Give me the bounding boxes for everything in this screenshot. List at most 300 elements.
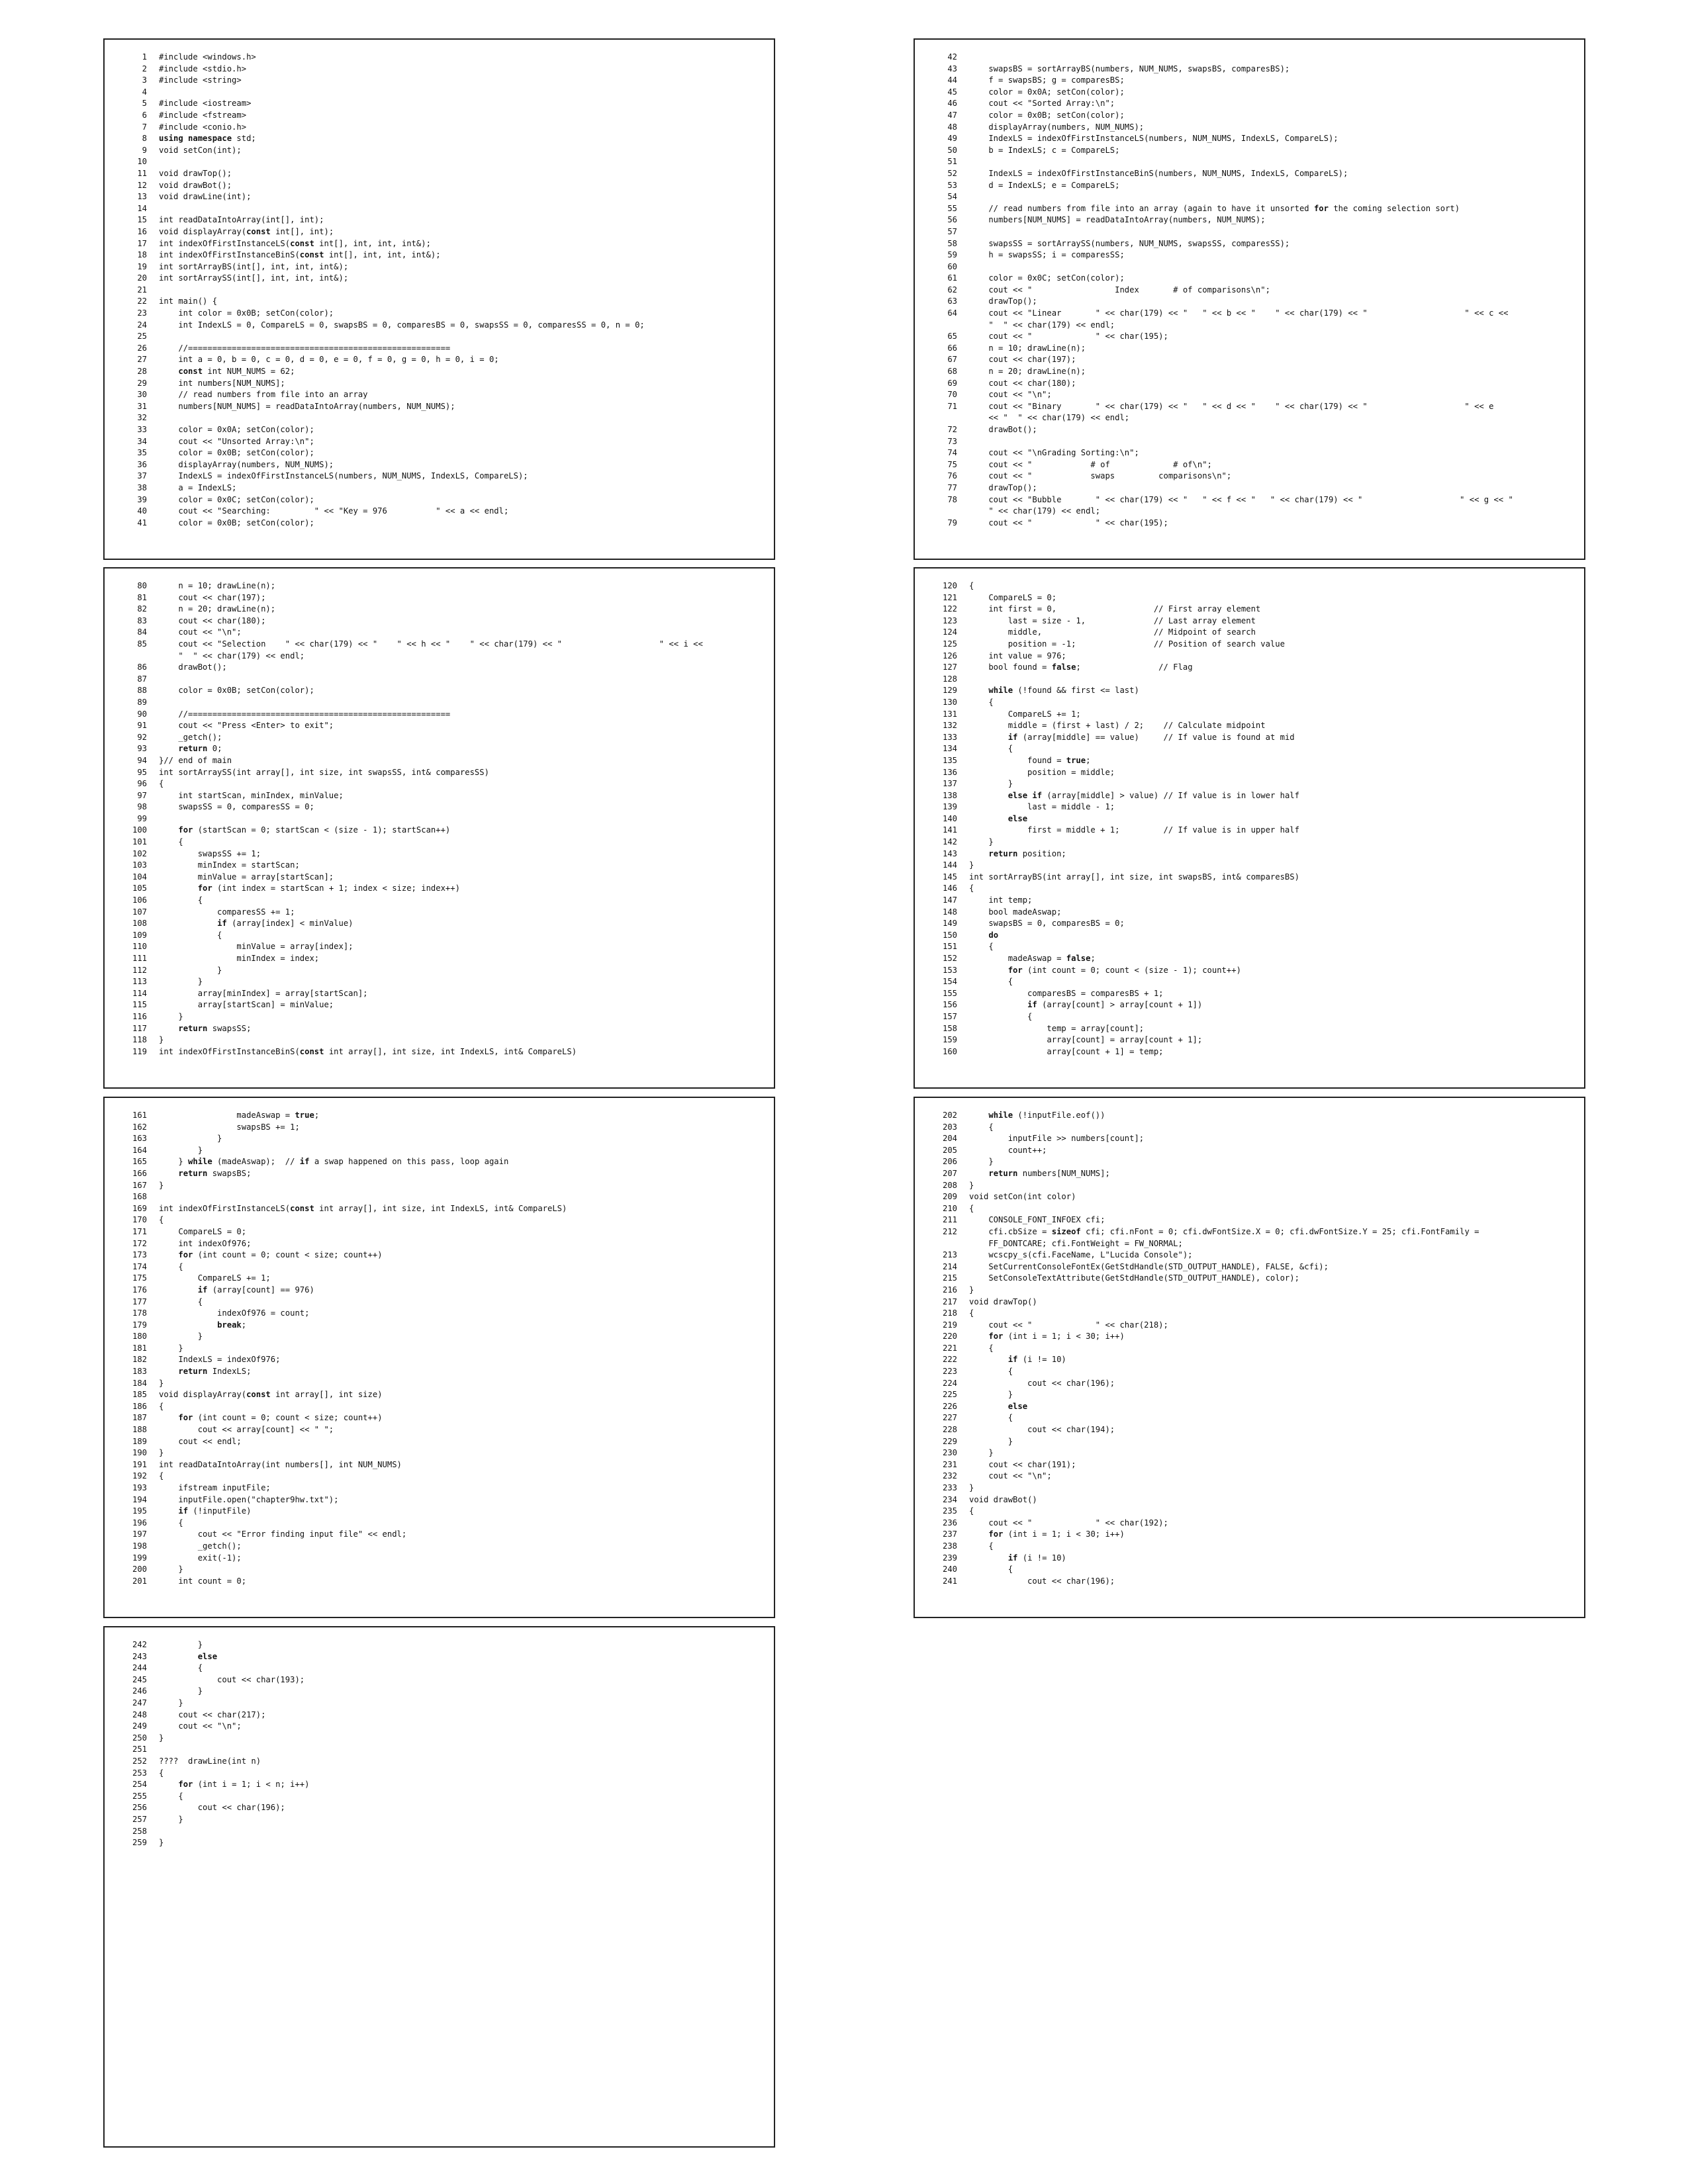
line-code: " " << char(179) << endl; [969, 320, 1115, 330]
line-code: if (array[index] < minValue) [217, 919, 353, 929]
line-number: 192 [132, 1471, 147, 1481]
line-number: 46 [947, 99, 957, 109]
line-number [915, 1238, 969, 1250]
line-number: 37 [137, 471, 147, 481]
line-code: } [969, 837, 994, 847]
code-line [105, 767, 774, 779]
line-code: cout << "\n"; [159, 1721, 242, 1731]
line-number: 128 [942, 674, 957, 684]
line-code: minIndex = index; [159, 954, 320, 963]
code-line [105, 308, 774, 320]
code-line [105, 1424, 774, 1436]
code-line [915, 778, 1584, 790]
line-code: { [159, 1215, 164, 1225]
line-code [969, 156, 1584, 168]
line-code: IndexLS = indexOfFirstInstanceBinS(numbers, NUM_NUMS, IndexLS, CompareLS); [969, 168, 1348, 178]
line-number: 177 [132, 1297, 147, 1306]
line-number: 80 [137, 581, 147, 590]
line-number: 121 [942, 592, 957, 602]
line-number: 42 [947, 52, 957, 62]
code-line [915, 1331, 1584, 1343]
line-code: color = 0x0B; setCon(color); [159, 448, 314, 458]
code-line [105, 1436, 774, 1448]
line-number: 213 [942, 1250, 957, 1260]
line-number: 87 [137, 674, 147, 684]
line-code: color = 0x0B; setCon(color); [159, 686, 314, 696]
line-number: 36 [137, 459, 147, 469]
line-code: void setCon(int color) [969, 1192, 1076, 1202]
code-panel-6 [914, 1097, 1585, 1618]
line-number: 163 [132, 1134, 147, 1144]
code-line [105, 180, 774, 192]
line-code: cout << char(197); [159, 592, 266, 602]
line-number: 185 [132, 1390, 147, 1400]
code-line [105, 1168, 774, 1180]
line-number: 161 [132, 1111, 147, 1120]
line-code: for (startScan = 0; startScan < (size - 1); startScan++) [178, 825, 451, 835]
code-line [105, 1459, 774, 1471]
line-number: 144 [942, 860, 957, 870]
line-number: 212 [942, 1226, 957, 1236]
line-code: } [159, 1134, 222, 1144]
code-line [915, 459, 1584, 471]
line-number: 11 [137, 168, 147, 178]
code-line [915, 214, 1584, 226]
code-line [915, 424, 1584, 436]
code-line [915, 1541, 1584, 1553]
line-code: // read numbers from file into an array (again to have it unsorted for the coming selection sort) [969, 203, 1460, 213]
line-code: cout << char(196); [969, 1378, 1115, 1388]
line-number: 44 [947, 75, 957, 85]
code-line [105, 1791, 774, 1803]
line-code [159, 1826, 774, 1838]
line-code: { [159, 1791, 183, 1801]
line-number: 61 [947, 273, 957, 283]
line-number: 78 [947, 494, 957, 504]
line-number: 143 [942, 848, 957, 858]
code-line [915, 331, 1584, 343]
code-line [105, 52, 774, 64]
line-code: int sortArrayBS(int array[], int size, int swapsBS, int& comparesBS) [969, 872, 1299, 882]
code-line [105, 1378, 774, 1390]
code-line [105, 436, 774, 448]
line-number: 56 [947, 215, 957, 225]
line-code: #include <fstream> [159, 110, 247, 120]
line-number: 175 [132, 1273, 147, 1283]
line-code: SetConsoleTextAttribute(GetStdHandle(STD_OUTPUT_HANDLE), color); [969, 1273, 1299, 1283]
line-code: if (!inputFile) [178, 1506, 252, 1516]
line-code: { [159, 1471, 164, 1481]
line-code: { [969, 977, 1013, 987]
line-number: 96 [137, 779, 147, 789]
line-number: 108 [132, 919, 147, 929]
line-code: return 0; [178, 744, 222, 754]
line-number: 222 [942, 1355, 957, 1365]
line-number: 182 [132, 1355, 147, 1365]
line-code: } while (madeAswap); // if a swap happened on this pass, loop again [159, 1157, 509, 1167]
code-line [105, 1308, 774, 1320]
line-number: 2 [142, 64, 147, 73]
line-code: ifstream inputFile; [159, 1483, 271, 1492]
line-code: array[count] = array[count + 1]; [969, 1035, 1203, 1045]
code-line [915, 988, 1584, 1000]
line-number: 178 [132, 1308, 147, 1318]
code-line [105, 1744, 774, 1756]
code-line [915, 1308, 1584, 1320]
line-number: 227 [942, 1413, 957, 1423]
line-number: 170 [132, 1215, 147, 1225]
line-code [159, 331, 774, 343]
line-code: cout << "Linear " << char(179) << " " << b << " " << char(179) << " " << c << [969, 308, 1509, 318]
line-number: 168 [132, 1192, 147, 1202]
line-code: color = 0x0A; setCon(color); [159, 425, 314, 434]
code-line [105, 191, 774, 203]
line-number: 122 [942, 604, 957, 614]
line-code: else [197, 1651, 218, 1661]
code-line [105, 238, 774, 250]
line-code: cout << "Unsorted Array:\n"; [159, 436, 314, 446]
code-line [105, 1389, 774, 1401]
line-code: } [159, 1838, 164, 1848]
line-code: void drawBot(); [159, 180, 232, 190]
line-number: 58 [947, 238, 957, 248]
line-code: if (array[count] > array[count + 1]) [1027, 1000, 1203, 1010]
code-line [915, 98, 1584, 110]
line-number: 196 [132, 1518, 147, 1527]
line-code: int sortArraySS(int array[], int size, int swapsSS, int& comparesSS) [159, 767, 489, 777]
code-line [915, 941, 1584, 953]
line-code: cfi.cbSize = sizeof cfi; cfi.nFont = 0; cfi.dwFontSize.X = 0; cfi.dwFontSize.Y = 25; cfi.FontFamily = [969, 1226, 1479, 1236]
line-number: 120 [942, 581, 957, 590]
code-line [105, 366, 774, 378]
line-number: 183 [132, 1367, 147, 1377]
line-code: } [159, 1448, 164, 1458]
code-line [105, 320, 774, 332]
line-number: 191 [132, 1459, 147, 1469]
line-code: int main() { [159, 296, 218, 306]
line-number: 54 [947, 192, 957, 202]
line-code: bool madeAswap; [969, 907, 1062, 917]
line-code: cout << char(217); [159, 1709, 266, 1719]
line-number: 9 [142, 145, 147, 155]
line-code: cout << "Binary " << char(179) << " " << d << " " << char(179) << " " << e [969, 401, 1494, 411]
line-number: 234 [942, 1494, 957, 1504]
line-number: 256 [132, 1803, 147, 1813]
line-code: const int NUM_NUMS = 62; [178, 367, 295, 377]
line-code: CompareLS += 1; [159, 1273, 271, 1283]
code-line [915, 1226, 1584, 1238]
line-code: CONSOLE_FONT_INFOEX cfi; [969, 1215, 1105, 1225]
code-line [915, 1145, 1584, 1157]
code-line [915, 366, 1584, 378]
line-code: for (int i = 1; i < n; i++) [178, 1780, 310, 1790]
code-line [105, 1226, 774, 1238]
line-code: drawTop(); [969, 296, 1037, 306]
line-code: int sortArraySS(int[], int, int, int&); [159, 273, 349, 283]
line-code: #include <conio.h> [159, 122, 247, 132]
line-code: count++; [969, 1145, 1047, 1155]
code-line [105, 1238, 774, 1250]
line-code: { [159, 779, 164, 789]
line-number: 69 [947, 378, 957, 388]
code-line [915, 1553, 1584, 1565]
line-number: 215 [942, 1273, 957, 1283]
line-code [969, 674, 1584, 686]
line-number: 171 [132, 1226, 147, 1236]
line-number: 5 [142, 99, 147, 109]
code-panel-3 [103, 567, 775, 1089]
line-code: cout << char(196); [159, 1803, 285, 1813]
line-code: for (int i = 1; i < 30; i++) [988, 1529, 1125, 1539]
line-code: int indexOfFirstInstanceLS(const int[], int, int, int&); [159, 238, 431, 248]
code-line [105, 1553, 774, 1565]
line-number: 242 [132, 1640, 147, 1649]
line-number: 113 [132, 977, 147, 987]
code-line [915, 918, 1584, 930]
code-line [915, 389, 1584, 401]
code-line [105, 790, 774, 802]
code-line [915, 953, 1584, 965]
line-code: { [969, 1122, 994, 1132]
line-number [915, 412, 969, 424]
line-code: int temp; [969, 895, 1033, 905]
code-line [915, 580, 1584, 592]
line-number: 19 [137, 261, 147, 271]
line-number: 142 [942, 837, 957, 847]
line-code: cout << " " << char(195); [969, 518, 1168, 527]
line-code: int readDataIntoArray(int[], int); [159, 215, 324, 225]
line-number: 195 [132, 1506, 147, 1516]
line-number: 241 [942, 1576, 957, 1586]
code-line [105, 965, 774, 977]
line-code: } [159, 1343, 183, 1353]
line-number: 146 [942, 884, 957, 893]
code-line [915, 191, 1584, 203]
line-number: 114 [132, 988, 147, 998]
code-line [915, 296, 1584, 308]
line-number: 75 [947, 459, 957, 469]
code-line [915, 156, 1584, 168]
line-code: array[startScan] = minValue; [159, 1000, 334, 1010]
code-line [105, 1733, 774, 1745]
line-number: 245 [132, 1674, 147, 1684]
code-panel-4 [914, 567, 1585, 1089]
line-number: 253 [132, 1768, 147, 1778]
line-number: 164 [132, 1145, 147, 1155]
line-code: comparesBS = comparesBS + 1; [969, 988, 1164, 998]
code-line [915, 697, 1584, 709]
code-line [915, 1436, 1584, 1448]
code-line [915, 1320, 1584, 1332]
line-code: CompareLS = 0; [969, 592, 1057, 602]
line-number: 77 [947, 482, 957, 492]
code-line [105, 1506, 774, 1518]
code-line [105, 1756, 774, 1768]
line-number: 150 [942, 930, 957, 940]
line-number: 27 [137, 355, 147, 365]
code-line [105, 813, 774, 825]
code-line [915, 592, 1584, 604]
code-line [915, 627, 1584, 639]
line-code: return position; [988, 848, 1066, 858]
line-code: using namespace std; [159, 134, 256, 144]
line-number: 91 [137, 721, 147, 731]
code-line [105, 639, 774, 651]
line-code: cout << " # of # of\n"; [969, 459, 1212, 469]
code-line [915, 907, 1584, 919]
line-code: color = 0x0B; setCon(color); [969, 110, 1125, 120]
code-line [105, 837, 774, 848]
line-code: }// end of main [159, 755, 232, 765]
code-line [915, 87, 1584, 99]
line-code [969, 261, 1584, 273]
line-number: 210 [942, 1203, 957, 1213]
code-line [915, 1133, 1584, 1145]
code-line [105, 1156, 774, 1168]
line-number: 194 [132, 1494, 147, 1504]
code-line [915, 872, 1584, 884]
code-line [105, 1721, 774, 1733]
line-number: 18 [137, 250, 147, 260]
line-code: int value = 976; [969, 651, 1066, 660]
code-line [915, 1378, 1584, 1390]
code-line [105, 482, 774, 494]
code-panel-5 [103, 1097, 775, 1618]
line-number: 157 [942, 1011, 957, 1021]
line-number: 217 [942, 1297, 957, 1306]
line-number: 167 [132, 1180, 147, 1190]
line-code: { [159, 1518, 183, 1527]
code-line [915, 1297, 1584, 1308]
line-code [969, 226, 1584, 238]
line-code: cout << char(193); [159, 1674, 305, 1684]
code-line [915, 1354, 1584, 1366]
line-number: 103 [132, 860, 147, 870]
line-number: 180 [132, 1332, 147, 1342]
code-line [105, 122, 774, 134]
line-code: } [159, 1698, 183, 1707]
line-code: drawTop(); [969, 482, 1037, 492]
code-line [915, 1273, 1584, 1285]
line-number: 115 [132, 1000, 147, 1010]
line-code: { [159, 1663, 203, 1673]
code-line [915, 250, 1584, 261]
code-line [915, 930, 1584, 942]
line-number: 6 [142, 110, 147, 120]
line-number: 7 [142, 122, 147, 132]
line-number: 107 [132, 907, 147, 917]
line-number: 109 [132, 930, 147, 940]
code-line [105, 1285, 774, 1297]
line-number: 1 [142, 52, 147, 62]
code-line [915, 1447, 1584, 1459]
line-code: { [159, 1401, 164, 1411]
code-line [105, 1366, 774, 1378]
line-code: void drawBot() [969, 1494, 1037, 1504]
line-code: while (!found && first <= last) [988, 686, 1139, 696]
line-code: { [969, 884, 974, 893]
code-line [105, 1331, 774, 1343]
line-number: 137 [942, 779, 957, 789]
code-line [105, 87, 774, 99]
line-code: IndexLS = indexOfFirstInstanceLS(numbers, NUM_NUMS, IndexLS, CompareLS); [159, 471, 528, 481]
line-number: 240 [942, 1565, 957, 1574]
line-number: 89 [137, 697, 147, 707]
line-code: { [159, 930, 222, 940]
line-code: for (int i = 1; i < 30; i++) [988, 1332, 1125, 1342]
line-number: 135 [942, 755, 957, 765]
code-line [105, 168, 774, 180]
line-code: return swapsSS; [178, 1023, 252, 1033]
code-line [105, 214, 774, 226]
code-line [105, 250, 774, 261]
line-number: 147 [942, 895, 957, 905]
line-code [159, 285, 774, 296]
code-line [105, 1412, 774, 1424]
line-number: 139 [942, 802, 957, 812]
code-line [105, 1046, 774, 1058]
line-number: 126 [942, 651, 957, 660]
line-code: cout << char(191); [969, 1459, 1076, 1469]
line-number: 251 [132, 1745, 147, 1754]
line-number: 224 [942, 1378, 957, 1388]
code-line [915, 64, 1584, 75]
code-line [105, 1837, 774, 1849]
code-line [105, 285, 774, 296]
line-number: 220 [942, 1332, 957, 1342]
line-code: void drawTop() [969, 1297, 1037, 1306]
code-line [105, 1133, 774, 1145]
line-number: 228 [942, 1425, 957, 1435]
line-code: { [969, 1011, 1033, 1021]
code-line [915, 1471, 1584, 1482]
line-number: 204 [942, 1134, 957, 1144]
code-line [915, 401, 1584, 413]
line-number: 79 [947, 518, 957, 527]
line-number: 187 [132, 1413, 147, 1423]
line-number: 136 [942, 767, 957, 777]
line-code: //====================================================== [159, 709, 451, 719]
line-code: for (int count = 0; count < size; count++) [178, 1413, 383, 1423]
code-line [105, 1261, 774, 1273]
line-number: 92 [137, 732, 147, 742]
line-number: 21 [137, 285, 147, 295]
code-line [105, 203, 774, 215]
code-line [915, 180, 1584, 192]
line-number: 101 [132, 837, 147, 847]
code-line [105, 1541, 774, 1553]
line-number: 152 [942, 954, 957, 963]
code-line [105, 1686, 774, 1698]
line-number: 221 [942, 1343, 957, 1353]
line-code: cout << "Bubble " << char(179) << " " << f << " " << char(179) << " " << g << " [969, 494, 1513, 504]
line-code: int count = 0; [159, 1576, 247, 1586]
line-number: 81 [137, 592, 147, 602]
code-line [915, 261, 1584, 273]
line-code: { [159, 1261, 183, 1271]
line-number: 154 [942, 977, 957, 987]
code-line [105, 1529, 774, 1541]
line-number: 31 [137, 401, 147, 411]
code-line [105, 459, 774, 471]
line-number: 199 [132, 1553, 147, 1563]
line-number: 219 [942, 1320, 957, 1330]
line-number: 130 [942, 697, 957, 707]
line-code: { [969, 697, 994, 707]
code-line [105, 1180, 774, 1192]
line-number: 231 [942, 1459, 957, 1469]
code-line [915, 1122, 1584, 1134]
